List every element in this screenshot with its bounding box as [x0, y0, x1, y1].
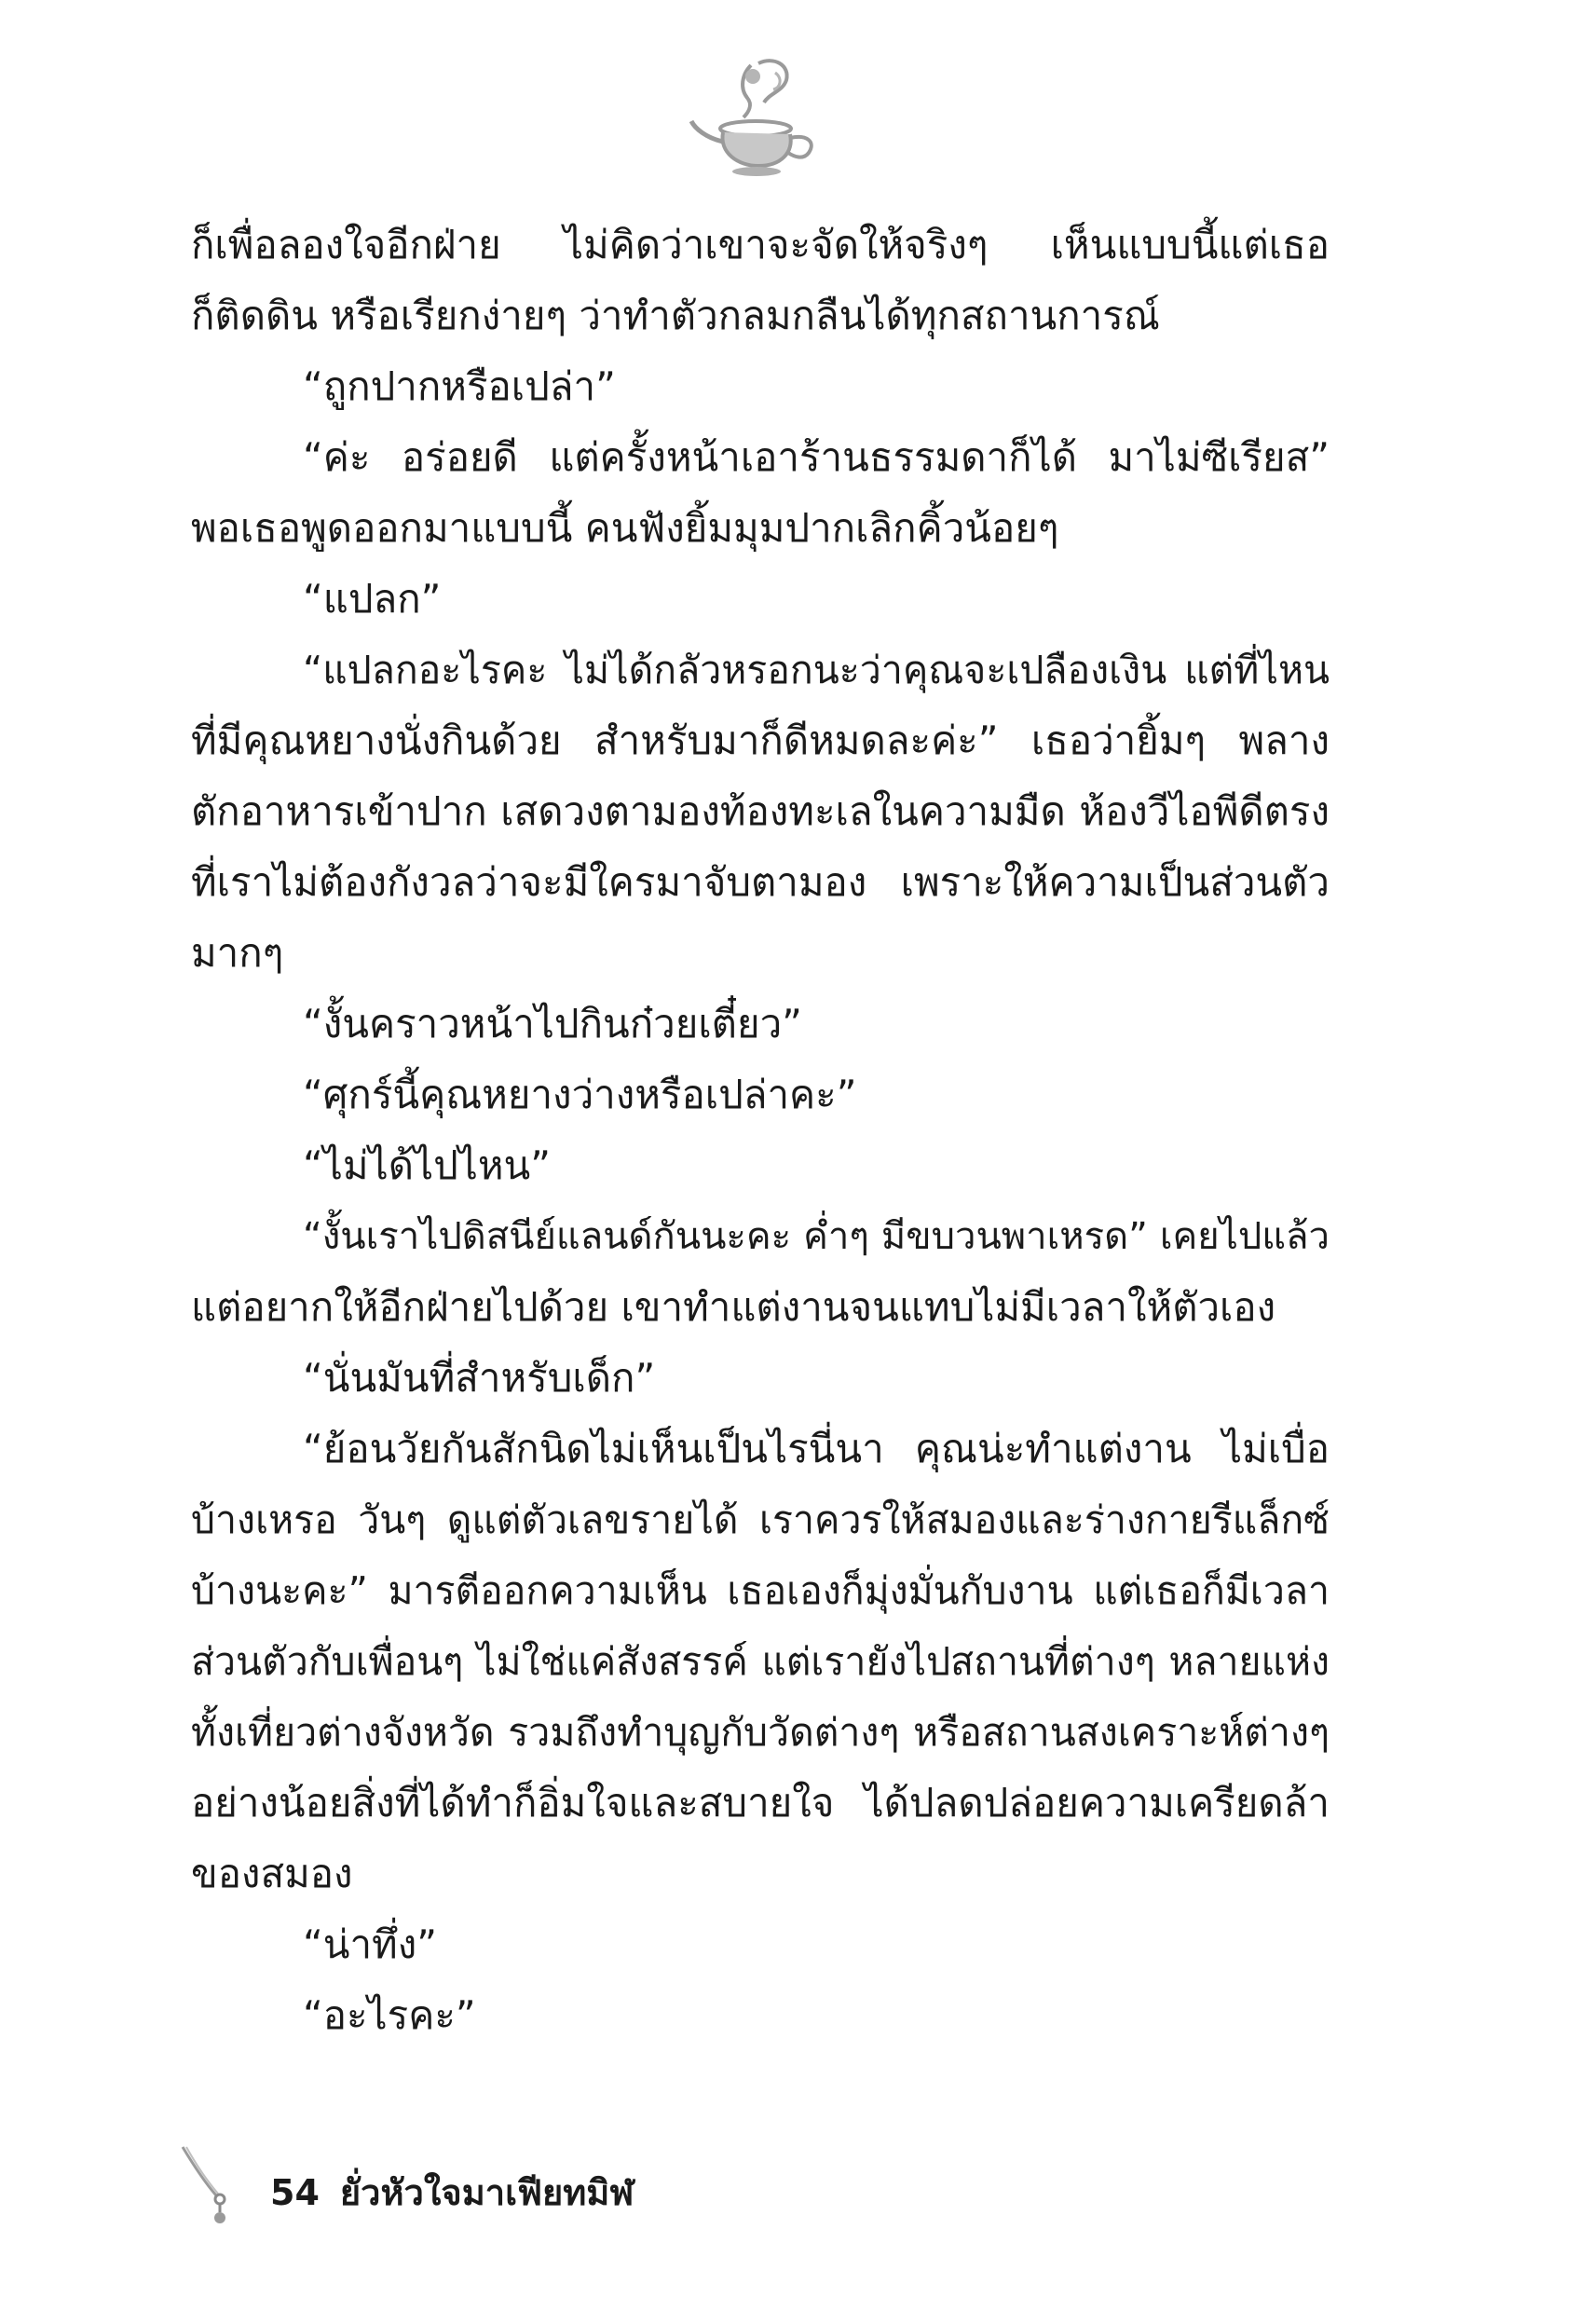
text-line: ทั้งเที่ยวต่างจังหวัด รวมถึงทำบุญกับวัดต่างๆ หรือสถานสงเคราะห์ต่างๆ — [191, 1710, 1330, 1755]
text-line: “นั่นมันที่สำหรับเด็ก” — [303, 1355, 656, 1401]
text-line: “งั้นคราวหน้าไปกินก๋วยเตี๋ยว” — [303, 1001, 802, 1046]
text-line: ก็เพื่อลองใจอีกฝ่าย ไม่คิดว่าเขาจะจัดให้จริงๆ เห็นแบบนี้แต่เธอ — [191, 222, 1330, 267]
text-line: ที่มีคุณหยางนั่งกินด้วย สำหรับมาก็ดีหมดละค่ะ” เธอว่ายิ้มๆ พลาง — [191, 718, 1330, 763]
text-line: ส่วนตัวกับเพื่อนๆ ไม่ใช่แค่สังสรรค์ แต่เรายังไปสถานที่ต่างๆ หลายแห่ง — [191, 1639, 1330, 1684]
text-line: อย่างน้อยสิ่งที่ได้ทำก็อิ่มใจและสบายใจ ได้ปลดปล่อยความเครียดล้า — [191, 1780, 1330, 1826]
text-line: บ้างนะคะ” มารตีออกความเห็น เธอเองก็มุ่งมั่นกับงาน แต่เธอก็มีเวลา — [191, 1568, 1330, 1613]
book-title: ยั่วหัวใจมาเฟียทมิฬ — [339, 2172, 634, 2213]
text-line: “ศุกร์นี้คุณหยางว่างหรือเปล่าคะ” — [303, 1072, 857, 1117]
page-footer — [177, 2143, 736, 2227]
text-line: “ไม่ได้ไปไหน” — [303, 1142, 552, 1188]
text-line: “แปลก” — [303, 576, 442, 622]
text-line: ก็ติดดิน หรือเรียกง่ายๆ ว่าทำตัวกลมกลืนได้ทุกสถานการณ์ — [191, 293, 1160, 338]
hanging-charm-icon — [177, 2143, 252, 2227]
text-line: “แปลกอะไรคะ ไม่ได้กลัวหรอกนะว่าคุณจะเปลืองเงิน แต่ที่ไหน — [303, 648, 1330, 692]
footer-text — [270, 2164, 634, 2221]
text-line: “อะไรคะ” — [303, 1992, 476, 2038]
text-line: “ย้อนวัยกันสักนิดไม่เห็นเป็นไรนี่นา คุณน่ะทำแต่งาน ไม่เบื่อ — [303, 1426, 1330, 1471]
text-line: ของสมอง — [191, 1851, 353, 1896]
text-line: “ถูกปากหรือเปล่า” — [303, 363, 616, 409]
text-line: มากๆ — [191, 930, 284, 976]
text-line: “น่าทึ่ง” — [303, 1921, 438, 1967]
text-line: ตักอาหารเข้าปาก เสดวงตามองท้องทะเลในความมืด ห้องวีไอพีดีตรง — [191, 788, 1330, 834]
text-line: พอเธอพูดออกมาแบบนี้ คนฟังยิ้มมุมปากเลิกคิ้วน้อยๆ — [191, 505, 1059, 551]
text-line: แต่อยากให้อีกฝ่ายไปด้วย เขาทำแต่งานจนแทบไม่มีเวลาให้ตัวเอง — [191, 1284, 1276, 1330]
text-line: ที่เราไม่ต้องกังวลว่าจะมีใครมาจับตามอง เพราะให้ความเป็นส่วนตัว — [191, 859, 1330, 905]
body-text — [191, 210, 1330, 2051]
genie-lamp-icon — [686, 56, 825, 177]
text-line: บ้างเหรอ วันๆ ดูแต่ตัวเลขรายได้ เราควรให้สมองและร่างกายรีแล็กซ์ — [191, 1497, 1330, 1542]
page-number: 54 — [270, 2172, 320, 2213]
text-line: “งั้นเราไปดิสนีย์แลนด์กันนะคะ ค่ำๆ มีขบวนพาเหรด” เคยไปแล้ว — [303, 1215, 1330, 1258]
text-line: “ค่ะ อร่อยดี แต่ครั้งหน้าเอาร้านธรรมดาก็ได้ มาไม่ซีเรียส” — [303, 434, 1330, 480]
